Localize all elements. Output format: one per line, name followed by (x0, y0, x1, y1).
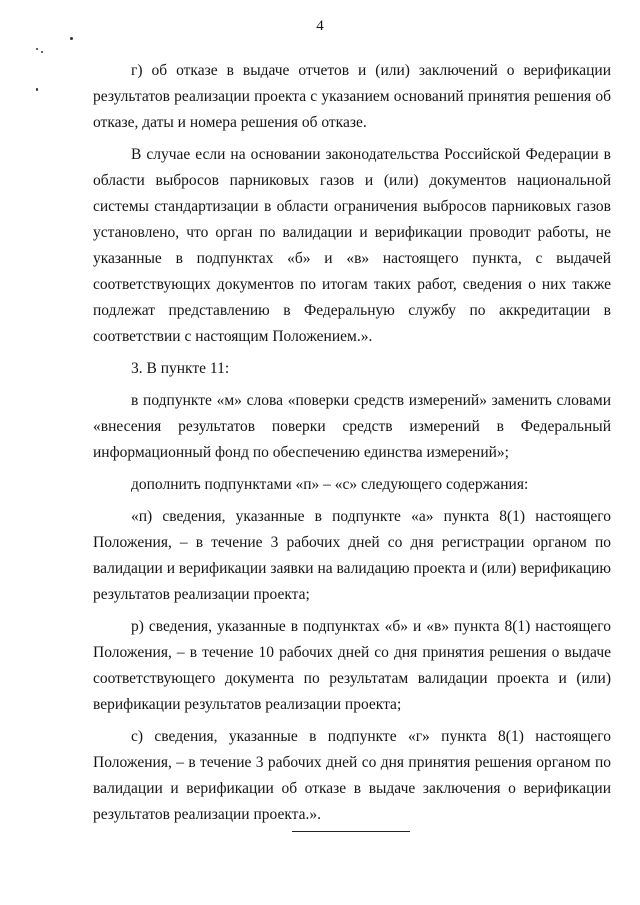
page-number: 4 (316, 18, 324, 34)
paragraph-subitem-p: «п) сведения, указанные в подпункте «а» пункта 8(1) настоящего Положения, – в течение 3 рабочих дней со дня регистрации органом по валидации и верификации заявки на валидацию проекта и (или) верификацию результатов реализации проекта; (93, 508, 611, 603)
scan-speck (70, 37, 73, 40)
paragraph-subitem-g: г) об отказе в выдаче отчетов и (или) заключений о верификации результатов реализации проекта с указанием оснований принятия решения об отказе, даты и номера решения об отказе. (93, 62, 611, 131)
paragraph-subitem-s: с) сведения, указанные в подпункте «г» пункта 8(1) настоящего Положения, – в течение 3 рабочих дней со дня принятия решения органом по валидации и верификации об отказе в выдаче заключения о верификации результатов реализации проекта.». (93, 728, 611, 823)
paragraph-add-subitems: дополнить подпунктами «п» – «с» следующего содержания: (131, 476, 529, 493)
paragraph-other-works: В случае если на основании законодательства Российской Федерации в области выбросов парниковых газов и (или) документов национальной системы стандартизации в области ограничения выбросов парниковых газов установлено, что орган по валидации и верификации проводит работы, не указанные в подпунктах «б» и «в» настоящего пункта, с выдачей соответствующих документов по итогам таких работ, сведения о них также подлежат представлению в Федеральную службу по аккредитации в соответствии с настоящим Положением.». (93, 146, 611, 345)
scan-speck (36, 48, 38, 50)
document-body (93, 58, 611, 834)
end-of-document-rule (292, 831, 410, 832)
scan-speck (36, 88, 38, 91)
paragraph-subitem-r: р) сведения, указанные в подпунктах «б» и «в» пункта 8(1) настоящего Положения, – в течение 10 рабочих дней со дня принятия решения о выдаче соответствующего документа по результатам валидации проекта и (или) верификации результатов реализации проекта; (93, 618, 611, 713)
paragraph-point-11-heading: 3. В пункте 11: (131, 360, 230, 377)
paragraph-subitem-m-change: в подпункте «м» слова «поверки средств измерений» заменить словами «внесения результатов поверки средств измерений в Федеральный информационный фонд по обеспечению единства измерений»; (93, 392, 611, 461)
scan-speck (41, 51, 43, 53)
